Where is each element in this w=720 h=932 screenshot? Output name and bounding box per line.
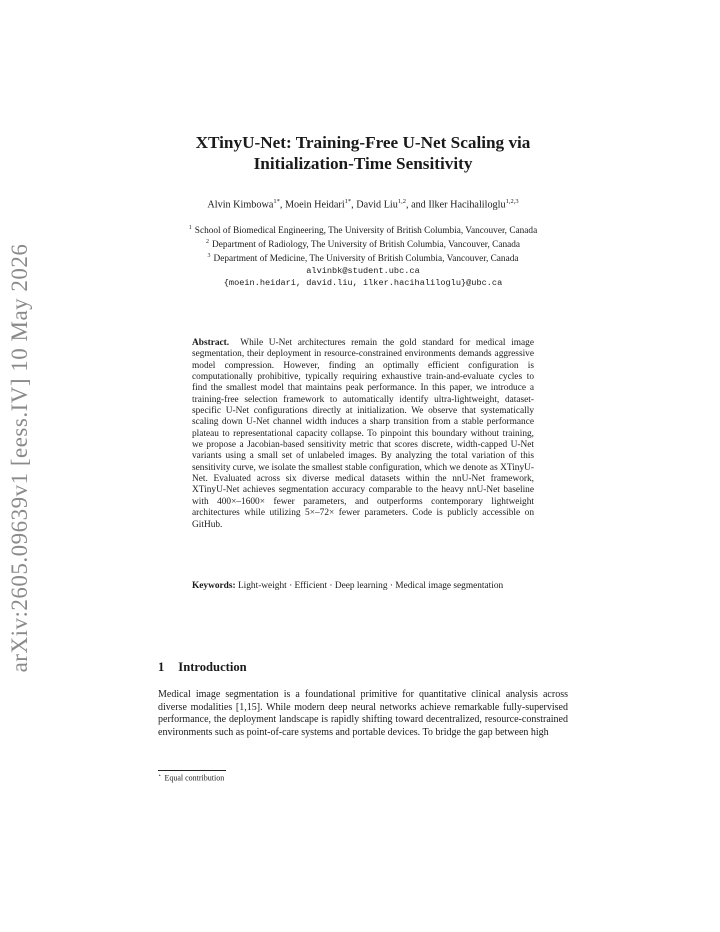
footnote	[158, 773, 224, 783]
author-name: Moein Heidari	[284, 199, 345, 211]
abstract	[192, 338, 534, 531]
author-affil-mark: 1*	[273, 198, 280, 205]
intro-paragraph: Medical image segmentation is a foundational primitive for quantitative clinical analysis across diverse modalities [1,15]. While modern deep neural networks achieve remarkable fully-supervised performance, the deployment landscape is rapidly shifting toward decentralized, resource-constrained environments such as point-of-care systems and portable devices. To bridge the gap between high	[158, 689, 568, 738]
affiliation-mark: 1	[188, 225, 192, 231]
author-affil-mark: 1,2	[397, 198, 406, 205]
paper-title	[158, 132, 568, 174]
section-title: Introduction	[178, 660, 247, 674]
author-name: David Liu	[356, 199, 398, 211]
affiliation	[158, 237, 568, 251]
affiliation-mark: 3	[207, 253, 211, 260]
section-number: 1	[158, 660, 165, 674]
abstract-label: Abstract.	[192, 338, 230, 348]
author-affil-mark: 1,2,3	[505, 198, 519, 205]
author-separator: ,	[279, 199, 285, 211]
section-heading	[158, 660, 247, 675]
keywords	[192, 581, 534, 592]
affiliation	[158, 223, 568, 237]
footnote-text: Equal contribution	[164, 773, 225, 783]
author-list	[158, 198, 568, 210]
email-group: {moein.heidari, david.liu, ilker.hacihaliloglu}@ubc.ca	[223, 278, 503, 289]
affiliation-text: Department of Medicine, The University of British Columbia, Vancouver, Canada	[213, 254, 519, 265]
author-name: Ilker Hacihaliloglu	[428, 199, 506, 211]
affiliation-mark: 2	[206, 239, 209, 246]
keywords-label: Keywords:	[192, 581, 236, 591]
author-separator: ,	[351, 199, 357, 211]
affiliations	[158, 223, 568, 289]
author-name: Alvin Kimbowa	[207, 199, 274, 211]
affiliation-text: School of Biomedical Engineering, The University of British Columbia, Vancouver, Canada	[194, 226, 538, 237]
title-line-1: XTinyU-Net: Training-Free U-Net Scaling via	[195, 133, 531, 152]
arxiv-identifier-text: arXiv:2605.09639v1 [eess.IV] 10 May 2026	[7, 243, 32, 673]
affiliation-text: Department of Radiology, The University of British Columbia, Vancouver, Canada	[212, 240, 520, 251]
author-separator: , and	[405, 199, 429, 211]
footnote-divider	[158, 770, 226, 771]
title-line-2: Initialization-Time Sensitivity	[253, 154, 473, 173]
email-primary: alvinbk@student.ubc.ca	[306, 266, 420, 277]
footnote-mark: ⋆	[158, 773, 162, 779]
author-affil-mark: 1*	[344, 198, 352, 205]
affiliation	[158, 251, 568, 265]
abstract-text: While U-Net architectures remain the gold standard for medical image segmentation, their deployment in resource-constrained environments demands aggressive model compression. However, finding an optimally efficient configuration is computationally prohibitive, typically requiring exhaustive train-and-evaluate cycles to find the smallest model that maintains peak performance. In this paper, we introduce a training-free selection framework to automatically identify ultra-lightweight, dataset-specific U-Net configurations directly at initialization. We observe that systematically scaling down U-Net channel width induces a sharp transition from a stable performance plateau to representational capacity collapse. To pinpoint this boundary without training, we propose a Jacobian-based sensitivity metric that scores discrete, width-capped U-Net variants using a small set of unlabeled images. By analyzing the total variation of this sensitivity curve, we isolate the smallest stable configuration, which we denote as XTinyU-Net. Evaluated across six diverse medical datasets within the nnU-Net framework, XTinyU-Net achieves segmentation accuracy comparable to the heavy nnU-Net baseline with 400×–1600× fewer parameters, and outperforms contemporary lightweight architectures while utilizing 5×–72× fewer parameters. Code is publicly accessible on GitHub.	[192, 338, 534, 530]
keywords-text: Light-weight · Efficient · Deep learning · Medical image segmentation	[237, 581, 504, 591]
